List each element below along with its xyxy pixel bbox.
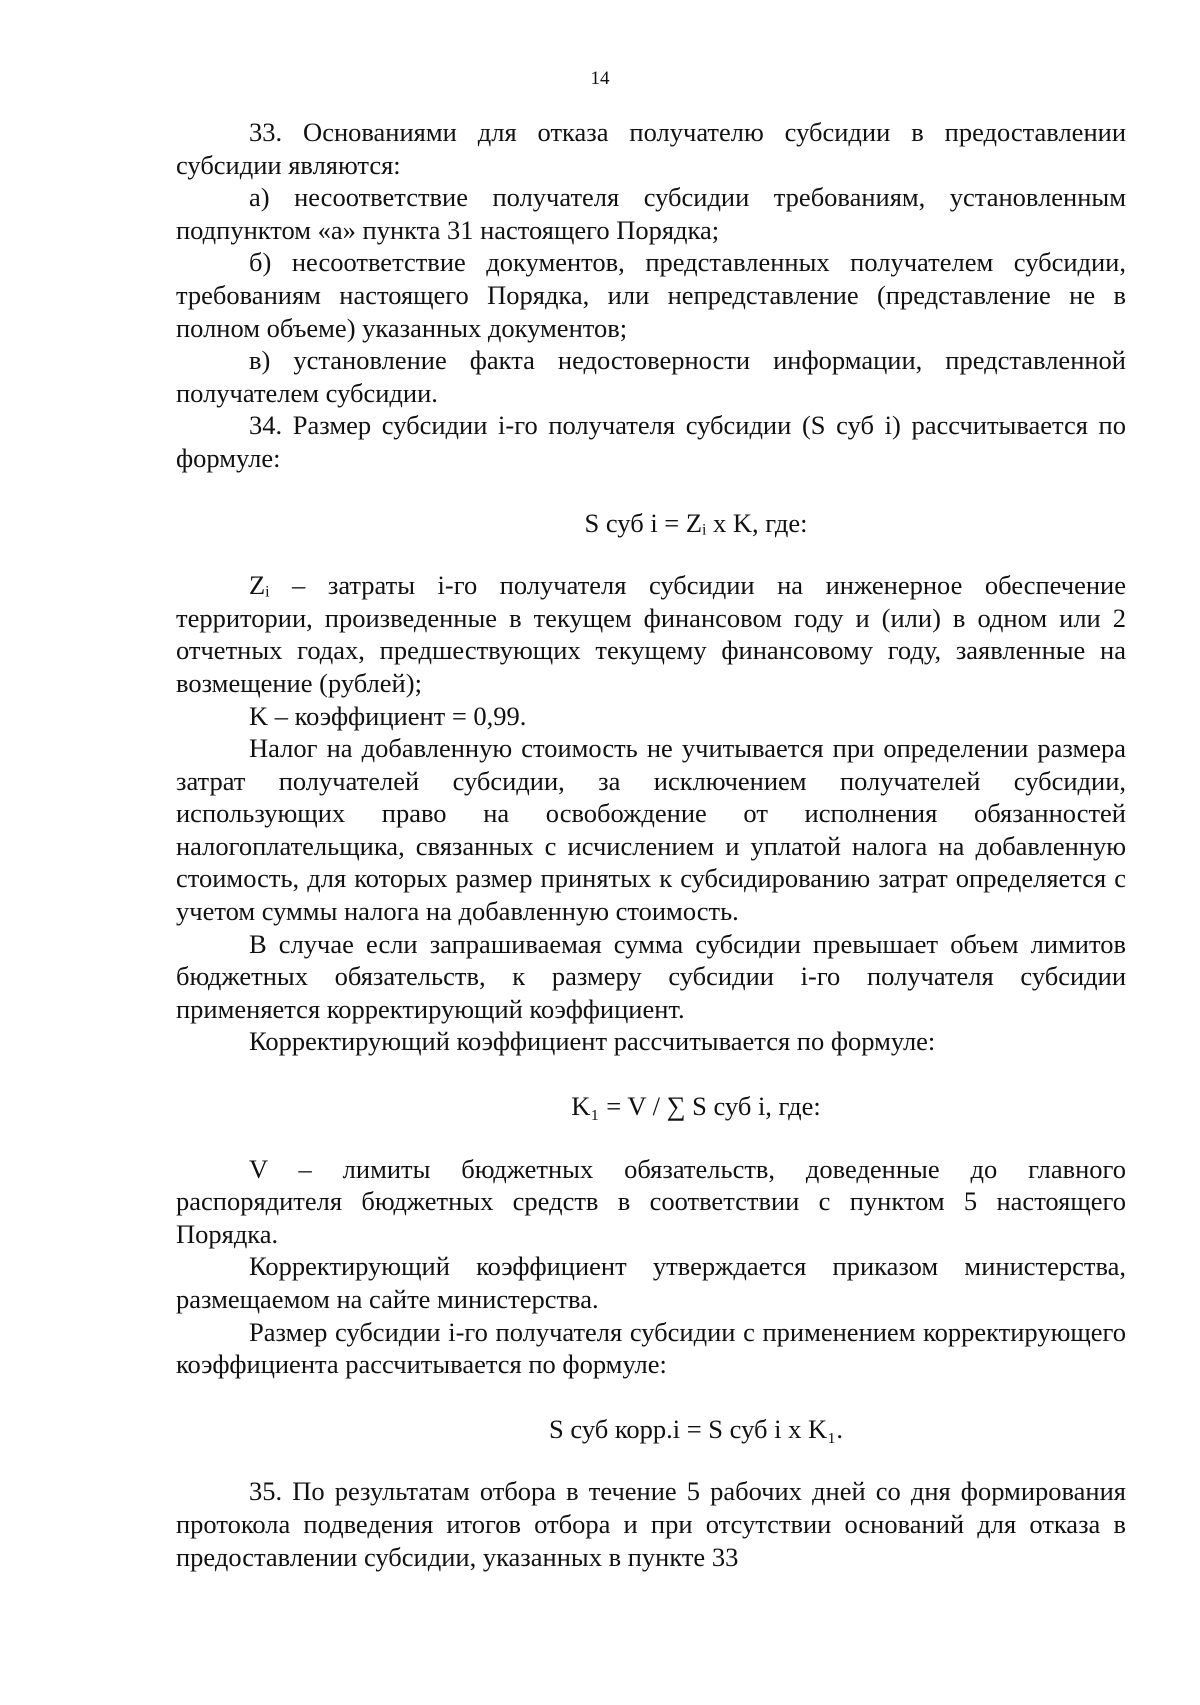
paragraph-34: 34. Размер субсидии i-го получателя субсидии (S суб i) рассчитывается по формуле: [176,410,1126,473]
paragraph-33: 33. Основаниями для отказа получателю субсидии в предоставлении субсидии являются: [176,117,1126,180]
paragraph-correction-approval: Корректирующий коэффициент утверждается приказом министерства, размещаемом на сайте министерства. [176,1251,1126,1314]
paragraph-vat: Налог на добавленную стоимость не учитывается при определении размера затрат получателей субсидии, за исключением получателей субсидии, использующих право на освобождение от исполнения обязанностей налогоплательщика, связанных с исчислением и уплатой налога на добавленную стоимость, для которых размер принятых к субсидированию затрат определяется с учетом суммы налога на добавленную стоимость. [176,733,1126,927]
paragraph-33-a: а) несоответствие получателя субсидии требованиям, установленным подпунктом «а» пункта 31 настоящего Порядка; [176,182,1126,245]
paragraph-correction-formula-intro: Корректирующий коэффициент рассчитывается по формуле: [249,1026,936,1057]
page-number: 14 [590,68,610,89]
paragraph-33-b: б) несоответствие документов, представленных получателем субсидии, требованиям настоящего Порядка, или непредставление (представление не в полном объеме) указанных документов; [176,247,1126,343]
formula-correction-coefficient: K₁ = V / ∑ S суб i, где: [571,1091,821,1122]
paragraph-v-definition: V – лимиты бюджетных обязательств, доведенные до главного распорядителя бюджетных средств в соответствии с пунктом 5 настоящего Порядка. [176,1153,1126,1249]
document-body [176,116,1126,1573]
paragraph-limit-case: В случае если запрашиваемая сумма субсидии превышает объем лимитов бюджетных обязательств, к размеру субсидии i-го получателя субсидии применяется корректирующий коэффициент. [176,928,1126,1024]
paragraph-k-definition: K – коэффициент = 0,99. [249,700,527,731]
formula-subsidy-size: S суб i = Zᵢ x K, где: [584,507,808,538]
paragraph-zi-definition: Zᵢ – затраты i-го получателя субсидии на инженерное обеспечение территории, произведенные в текущем финансовом году и (или) в одном или 2 отчетных годах, предшествующих текущему финансовому году, заявленные на возмещение (рублей); [176,570,1126,698]
paragraph-33-v: в) установление факта недостоверности информации, представленной получателем субсидии. [176,345,1126,408]
formula-corrected-subsidy: S суб корр.i = S суб i x K₁. [549,1413,843,1444]
paragraph-35: 35. По результатам отбора в течение 5 рабочих дней со дня формирования протокола подведения итогов отбора и при отсутствии оснований для отказа в предоставлении субсидии, указанных в пункте 33 [176,1476,1126,1572]
paragraph-corrected-size-intro: Размер субсидии i-го получателя субсидии с применением корректирующего коэффициента рассчитывается по формуле: [176,1316,1126,1380]
